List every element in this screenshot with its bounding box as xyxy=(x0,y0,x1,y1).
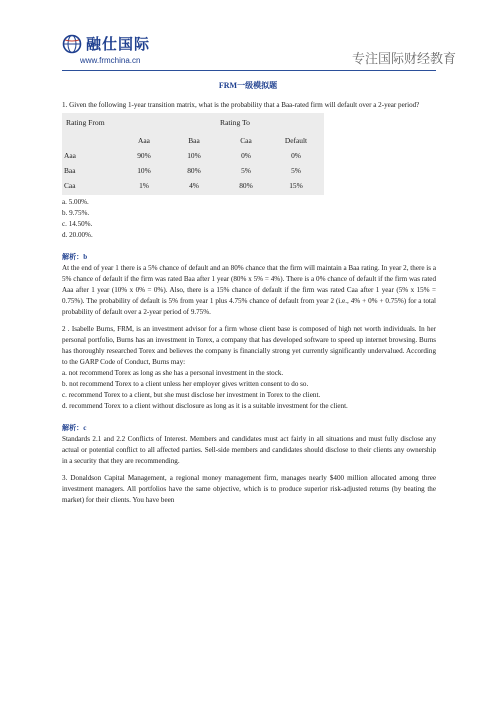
q2-option-d: d. recommend Torex to a client without disclosure as long as it is a suitable investment for the client. xyxy=(62,402,348,410)
q1-answer-label: 解析：b xyxy=(62,253,88,261)
matrix-row xyxy=(62,165,324,177)
rating-to-header: Rating To xyxy=(220,118,250,127)
matrix-row xyxy=(62,180,324,192)
matrix-cell: 10% xyxy=(137,166,151,175)
rating-from-header: Rating From xyxy=(66,118,105,127)
matrix-cell: 1% xyxy=(139,181,149,190)
q2-option-a: a. not recommend Torex as long as she has a personal investment in the stock. xyxy=(62,369,284,377)
brand-url: www.frmchina.cn xyxy=(80,56,141,65)
matrix-cell: 80% xyxy=(187,166,201,175)
matrix-header-row xyxy=(62,135,324,147)
question-1-text: 1. Given the following 1-year transition matrix, what is the probability that a Baa-rated firm will default over a 2-year period? xyxy=(62,101,420,109)
matrix-cell: 15% xyxy=(289,181,303,190)
matrix-cell: 5% xyxy=(291,166,301,175)
column-header: Caa xyxy=(240,136,252,145)
matrix-cell: 4% xyxy=(189,181,199,190)
column-header: Default xyxy=(284,136,308,145)
q2-option-b: b. not recommend Torex to a client unless her employer gives written consent to do so. xyxy=(62,380,309,388)
matrix-row xyxy=(62,150,324,162)
q2-answer-label: 解析：c xyxy=(62,424,87,432)
row-label: Aaa xyxy=(64,151,76,160)
page-header xyxy=(0,0,496,78)
matrix-cell: 90% xyxy=(137,151,151,160)
row-label: Baa xyxy=(64,166,76,175)
matrix-cell: 0% xyxy=(241,151,251,160)
q1-explanation: At the end of year 1 there is a 5% chance of default and an 80% chance that the firm will maintain a Baa rating. In year 2, there is a 5% chance of default if the firm was rated Baa after 1 year (80% x 5% = 4%). There is a 0% chance of default if the firm was rated Aaa after 1 year (10% x 0% = 0%). Also, there is a 15% chance of default if the firm was rated Caa after 1 year (5% x 15% = 0.75%). The probability of default is 5% from year 1 plus 4.75% chance of default from year 2 (i.e., 4% + 0% + 0.75%) for a total probability of default over a 2-year period of 9.75%. xyxy=(62,264,436,316)
brand-name: 融仕国际 xyxy=(86,35,151,53)
q1-option-b: b. 9.75%. xyxy=(62,209,90,217)
transition-matrix-table xyxy=(62,113,324,195)
globe-logo-icon xyxy=(62,34,82,54)
q1-option-d: d. 20.00%. xyxy=(62,231,93,239)
question-2-text: 2 . Isabelle Burns, FRM, is an investment advisor for a firm whose client base is composed of high net worth individuals. In her personal portfolio, Burns has an investment in Torex, a company that has developed software to speed up internet browsing. Burns has thoroughly researched Torex and believes the company is financially strong yet currently significantly undervalued. According to the GARP Code of Conduct, Burns may: xyxy=(62,325,436,366)
q2-option-c: c. recommend Torex to a client, but she must disclose her investment in Torex to the client. xyxy=(62,391,321,399)
q1-option-a: a. 5.00%. xyxy=(62,198,89,206)
matrix-cell: 80% xyxy=(239,181,253,190)
document-body xyxy=(62,100,436,506)
matrix-cell: 10% xyxy=(187,151,201,160)
header-divider xyxy=(62,70,436,71)
matrix-cell: 0% xyxy=(291,151,301,160)
question-3-text: 3. Donaldson Capital Management, a regional money management firm, manages nearly $400 million allocated among three investment managers. All portfolios have the same objective, which is to produce superior risk-adjusted returns (by beating the market) for their clients. You have been xyxy=(62,474,436,504)
matrix-cell: 5% xyxy=(241,166,251,175)
q1-option-c: c. 14.50%. xyxy=(62,220,93,228)
q2-explanation: Standards 2.1 and 2.2 Conflicts of Interest. Members and candidates must act fairly in all situations and must fully disclose any actual or potential conflict to all affected parties. Sell-side members and candidates should disclose to their clients any ownership in a security that they are recommending. xyxy=(62,435,436,465)
column-header: Baa xyxy=(188,136,200,145)
row-label: Caa xyxy=(64,181,76,190)
header-slogan: 专注国际财经教育 xyxy=(351,52,456,67)
document-title: FRM一级模拟题 xyxy=(218,81,278,90)
column-header: Aaa xyxy=(138,136,150,145)
